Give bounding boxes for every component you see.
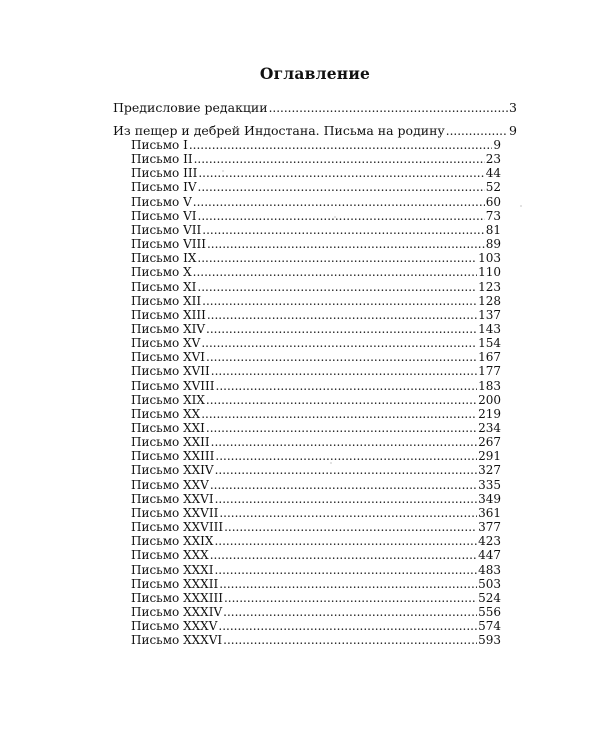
toc-entry-page: 167 bbox=[478, 350, 501, 365]
toc-entry-label: Письмо XXIII bbox=[131, 449, 215, 464]
toc-leader-dots bbox=[206, 322, 477, 336]
toc-entry-letter[interactable] bbox=[131, 322, 501, 336]
toc-entry-page: 9 bbox=[493, 138, 501, 152]
toc-leader-dots bbox=[193, 265, 477, 279]
toc-entry-letter[interactable] bbox=[131, 336, 501, 350]
scan-speck bbox=[520, 205, 522, 207]
toc-entry-page: 556 bbox=[478, 605, 501, 619]
toc-entry-page: 103 bbox=[478, 251, 501, 266]
toc-leader-dots bbox=[211, 364, 477, 378]
toc-entry-label: Письмо XXVIII bbox=[131, 520, 224, 534]
toc-leader-dots bbox=[215, 492, 478, 506]
toc-entry-page: 327 bbox=[478, 463, 501, 478]
toc-entry-letters-section[interactable] bbox=[113, 124, 517, 138]
toc-entry-page: 503 bbox=[478, 576, 501, 591]
toc-entry-letter[interactable] bbox=[131, 308, 501, 322]
toc-leader-dots bbox=[189, 138, 493, 152]
toc-leader-dots bbox=[202, 294, 477, 308]
toc-entry-label: Письмо XVIII bbox=[131, 378, 215, 393]
toc-entry-letter[interactable] bbox=[131, 195, 501, 209]
toc-leader-dots bbox=[194, 152, 485, 166]
toc-entry-page: 483 bbox=[478, 562, 501, 577]
toc-entry-label: Письмо II bbox=[131, 152, 193, 167]
toc-entry-page: 524 bbox=[478, 590, 501, 605]
toc-leader-dots bbox=[207, 308, 477, 322]
toc-entry-letter[interactable] bbox=[131, 619, 501, 633]
toc-entry-label: Письмо V bbox=[131, 194, 192, 209]
toc-entry-page: 349 bbox=[478, 491, 501, 506]
toc-entry-letter[interactable] bbox=[131, 350, 501, 364]
toc-leader-dots bbox=[214, 534, 477, 548]
toc-leader-dots bbox=[210, 478, 477, 492]
toc-leader-dots bbox=[197, 280, 477, 294]
toc-entry-letter[interactable] bbox=[131, 563, 501, 577]
toc-entry-page: 377 bbox=[478, 520, 501, 534]
toc-entry-page: 291 bbox=[478, 449, 501, 464]
toc-entry-page: 44 bbox=[485, 166, 501, 181]
toc-entry-label: Письмо XXXIV bbox=[131, 605, 223, 619]
toc-entry-page: 3 bbox=[509, 100, 517, 115]
toc-leader-dots bbox=[198, 180, 485, 194]
toc-leader-dots bbox=[201, 336, 477, 350]
toc-leader-dots bbox=[206, 393, 477, 407]
toc-entry-label: Письмо XXIV bbox=[131, 463, 214, 478]
toc-entry-letter[interactable] bbox=[131, 605, 501, 619]
toc-leader-dots bbox=[224, 591, 477, 605]
toc-entry-letter[interactable] bbox=[131, 478, 501, 492]
toc-entry-label: Письмо XIV bbox=[131, 322, 206, 336]
toc-entry-letter[interactable] bbox=[131, 520, 501, 534]
toc-entry-label: Из пещер и дебрей Индостана. Письма на родину bbox=[113, 123, 445, 138]
toc-entry-label: Письмо XXVII bbox=[131, 505, 219, 520]
toc-entry-page: 423 bbox=[478, 534, 501, 549]
toc-entry-page: 183 bbox=[478, 378, 501, 393]
toc-entry-letter[interactable] bbox=[131, 209, 501, 223]
toc-leader-dots bbox=[446, 124, 508, 138]
toc-entry-letter[interactable] bbox=[131, 251, 501, 265]
toc-entry-preface[interactable] bbox=[113, 101, 517, 115]
scan-speck bbox=[334, 216, 336, 218]
toc-entry-letter[interactable] bbox=[131, 138, 501, 152]
toc-entry-page: 361 bbox=[478, 505, 501, 520]
toc-entry-letter[interactable] bbox=[131, 492, 501, 506]
toc-entry-label: Письмо XXXII bbox=[131, 576, 219, 591]
toc-entry-label: Письмо XXI bbox=[131, 421, 205, 435]
toc-entry-label: Письмо XX bbox=[131, 406, 201, 421]
scan-speck bbox=[222, 170, 224, 172]
toc-entry-label: Письмо XXII bbox=[131, 435, 210, 450]
toc-leader-dots bbox=[211, 435, 477, 449]
toc-leader-dots bbox=[198, 166, 484, 180]
toc-entry-page: 9 bbox=[509, 123, 517, 138]
toc-entry-letter[interactable] bbox=[131, 421, 501, 435]
toc-leader-dots bbox=[197, 251, 477, 265]
toc-entry-letter[interactable] bbox=[131, 152, 501, 166]
toc-entry-page: 154 bbox=[478, 336, 501, 351]
toc-entry-label: Письмо VI bbox=[131, 208, 197, 223]
toc-entry-label: Письмо XXIX bbox=[131, 534, 214, 549]
toc-entry-page: 137 bbox=[478, 307, 501, 322]
toc-entry-label: Письмо IV bbox=[131, 180, 197, 195]
toc-entry-page: 177 bbox=[478, 364, 501, 379]
toc-entry-label: Письмо X bbox=[131, 265, 192, 280]
toc-entry-letter[interactable] bbox=[131, 407, 501, 421]
toc-leader-dots bbox=[218, 619, 477, 633]
toc-entry-letter[interactable] bbox=[131, 223, 501, 237]
toc-leader-dots bbox=[201, 407, 477, 421]
toc-entry-label: Письмо XV bbox=[131, 336, 201, 351]
toc-leader-dots bbox=[224, 520, 477, 534]
toc-entry-letter[interactable] bbox=[131, 463, 501, 477]
toc-entry-letter[interactable] bbox=[131, 237, 501, 251]
toc-entry-letter[interactable] bbox=[131, 280, 501, 294]
toc-entry-page: 143 bbox=[478, 322, 501, 336]
scan-speck bbox=[262, 402, 264, 404]
toc-entry-label: Письмо XVII bbox=[131, 364, 210, 379]
toc-leader-dots bbox=[206, 350, 477, 364]
toc-entry-letter[interactable] bbox=[131, 449, 501, 463]
toc-entry-page: 234 bbox=[478, 421, 501, 435]
toc-leader-dots bbox=[216, 379, 478, 393]
toc-entry-label: Письмо XIII bbox=[131, 307, 206, 322]
toc-entry-label: Письмо XXV bbox=[131, 477, 209, 492]
toc-leader-dots bbox=[223, 605, 477, 619]
toc-title: Оглавление bbox=[259, 64, 371, 83]
toc-entry-letter[interactable] bbox=[131, 379, 501, 393]
toc-leader-dots bbox=[210, 548, 477, 562]
toc-leader-dots bbox=[193, 195, 485, 209]
toc-entry-label: Письмо XIX bbox=[131, 392, 205, 407]
toc-entry-letter[interactable] bbox=[131, 548, 501, 562]
toc-entry-label: Письмо XXVI bbox=[131, 491, 214, 506]
toc-entry-label: Письмо I bbox=[131, 138, 188, 152]
toc-entry-letter[interactable] bbox=[131, 294, 501, 308]
toc-entry-page: 23 bbox=[485, 152, 501, 167]
toc-entry-page: 60 bbox=[485, 194, 501, 209]
toc-leader-dots bbox=[198, 209, 485, 223]
toc-entry-page: 81 bbox=[485, 222, 501, 237]
toc-leader-dots bbox=[206, 421, 477, 435]
toc-entry-label: Письмо XI bbox=[131, 279, 197, 294]
toc-entry-letter[interactable] bbox=[131, 506, 501, 520]
toc-entry-page: 335 bbox=[478, 477, 501, 492]
toc-entry-letter[interactable] bbox=[131, 265, 501, 279]
toc-entry-label: Письмо XXXI bbox=[131, 562, 214, 577]
toc-entry-letter[interactable] bbox=[131, 577, 501, 591]
toc-entry-page: 219 bbox=[478, 406, 501, 421]
toc-leader-dots bbox=[269, 101, 508, 115]
toc-entry-label: Письмо VIII bbox=[131, 237, 206, 252]
toc-entry-page: 73 bbox=[485, 208, 501, 223]
toc-entry-page: 89 bbox=[485, 237, 501, 252]
toc-entry-label: Письмо XXXV bbox=[131, 619, 218, 634]
toc-leader-dots bbox=[219, 506, 477, 520]
toc-entry-letter[interactable] bbox=[131, 166, 501, 180]
toc-leader-dots bbox=[202, 223, 484, 237]
scan-speck bbox=[330, 462, 332, 464]
toc-entry-letter[interactable] bbox=[131, 364, 501, 378]
toc-entry-label: Письмо XXX bbox=[131, 548, 209, 563]
toc-entry-label: Письмо XII bbox=[131, 293, 202, 308]
toc-entry-label: Письмо VII bbox=[131, 222, 202, 237]
toc-leader-dots bbox=[219, 577, 477, 591]
toc-entry-label: Письмо XXXIII bbox=[131, 590, 223, 605]
toc-entry-page: 574 bbox=[478, 619, 501, 634]
toc-entry-page: 447 bbox=[478, 548, 501, 563]
toc-entry-label: Письмо XXXVI bbox=[131, 633, 223, 648]
toc-leader-dots bbox=[207, 237, 485, 251]
toc-entry-letter[interactable] bbox=[131, 534, 501, 548]
toc-entry-page: 123 bbox=[478, 279, 501, 294]
toc-entry-page: 110 bbox=[478, 265, 501, 280]
toc-entry-letter[interactable] bbox=[131, 591, 501, 605]
toc-entry-label: Письмо XVI bbox=[131, 350, 206, 365]
toc-entry-letter[interactable] bbox=[131, 180, 501, 194]
toc-entry-page: 593 bbox=[478, 633, 501, 648]
toc-leader-dots bbox=[223, 633, 477, 647]
toc-entry-letter[interactable] bbox=[131, 435, 501, 449]
toc-entry-page: 128 bbox=[478, 293, 501, 308]
toc-entry-label: Предисловие редакции bbox=[113, 100, 268, 115]
toc-leader-dots bbox=[214, 563, 477, 577]
toc-entry-letter[interactable] bbox=[131, 633, 501, 647]
toc-entry-page: 200 bbox=[478, 392, 501, 407]
toc-entry-label: Письмо IX bbox=[131, 251, 197, 266]
toc-entry-label: Письмо III bbox=[131, 166, 198, 181]
toc-leader-dots bbox=[215, 463, 478, 477]
toc-entry-letter[interactable] bbox=[131, 393, 501, 407]
toc-entry-page: 52 bbox=[485, 180, 501, 195]
toc-leader-dots bbox=[215, 449, 477, 463]
toc-entry-page: 267 bbox=[478, 435, 501, 450]
